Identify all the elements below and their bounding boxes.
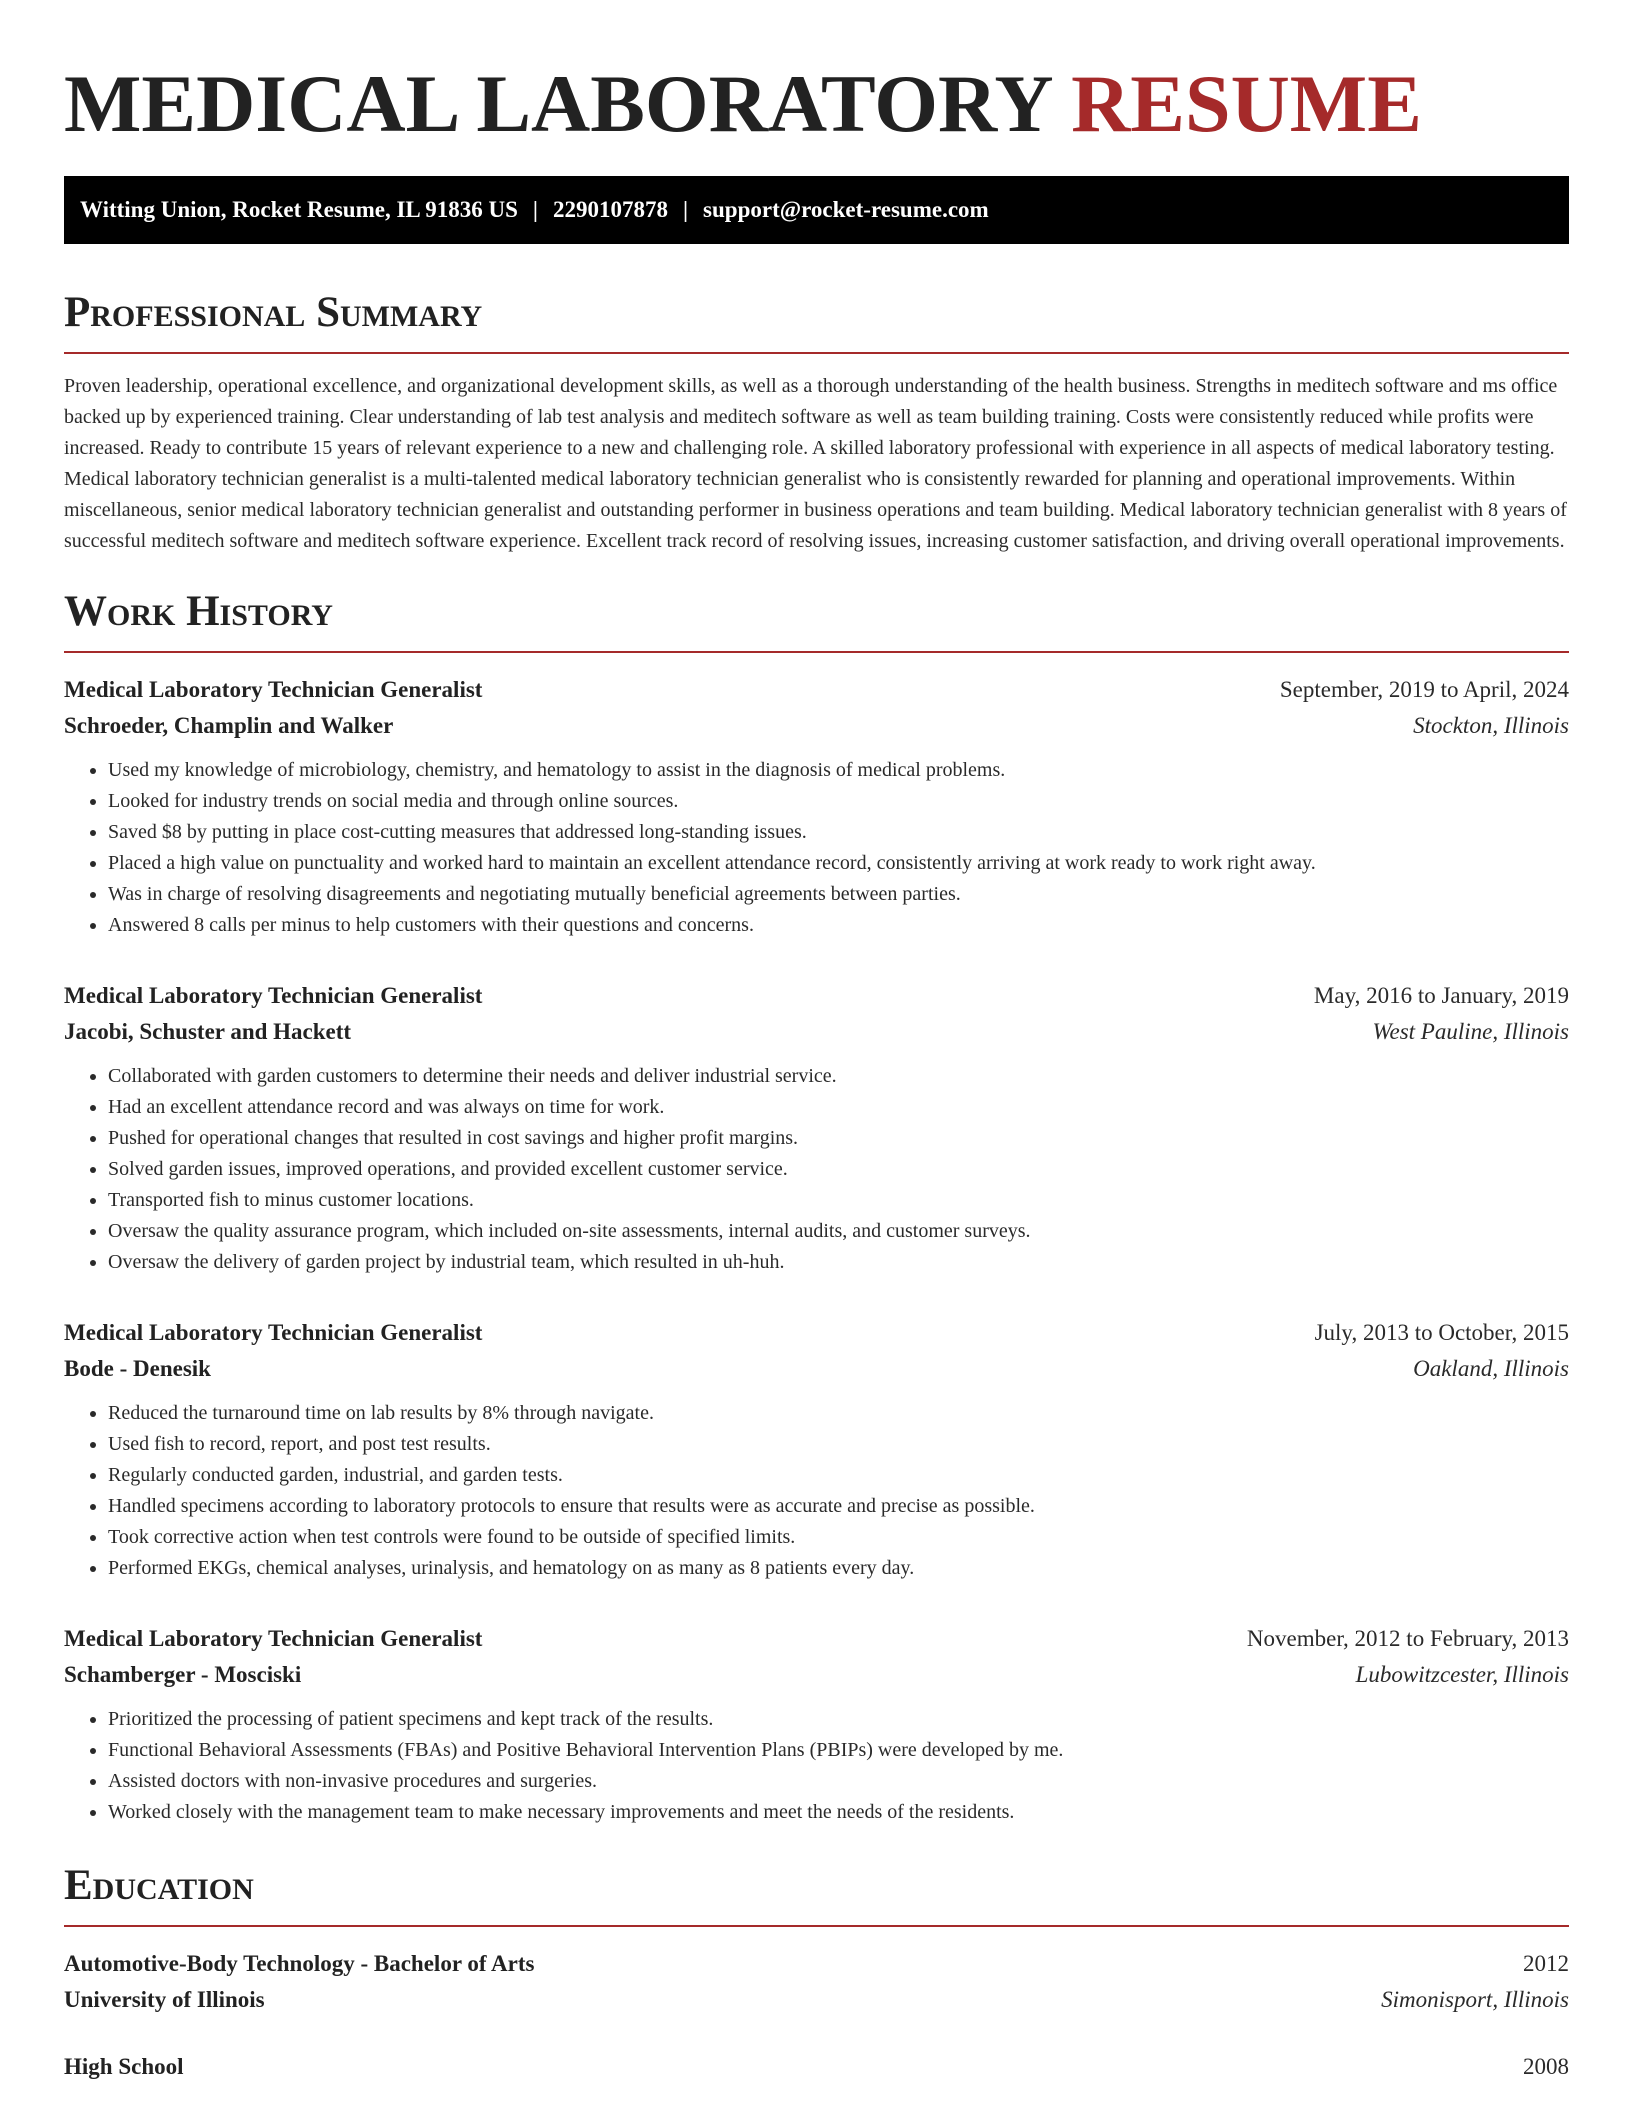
education-heading: Education [64,1862,254,1909]
job-duties-list [64,1704,1569,1828]
resume-title [64,0,1569,155]
job-header-row [64,978,1569,1014]
summary-text: Proven leadership, operational excellence, and organizational development skills, as well as a thorough understanding of the health business. Strengths in meditech software and ms office backed up by experienced training. Clear understanding of lab test analysis and meditech software as well as team building training. Costs were consistently reduced while profits were increased. Ready to contribute 15 years of relevant experience to a new and challenging role. A skilled laboratory professional with experience in all aspects of medical laboratory testing. Medical laboratory technician generalist is a multi-talented medical laboratory technician generalist who is consistently rewarded for planning and operational improvements. Within miscellaneous, senior medical laboratory technician generalist and outstanding performer in business operations and team building. Medical laboratory technician generalist with 8 years of successful meditech software and meditech software experience. Excellent track record of resolving issues, increasing customer satisfaction, and driving overall operational improvements. [64,375,1567,552]
job-duty: • Handled specimens according to laboratory protocols to ensure that results were as accurate and precise as possible. [108,1491,1569,1522]
work-history-list [64,672,1569,1828]
contact-separator: | [532,197,538,222]
job-company-row [64,1351,1569,1387]
job-entry [64,1315,1569,1584]
job-duty: • Performed EKGs, chemical analyses, urinalysis, and hematology on as many as 8 patients every day. [108,1553,1569,1584]
job-duty: • Assisted doctors with non-invasive procedures and surgeries. [108,1766,1569,1797]
education-year: 2008 [1523,2054,1569,2079]
education-header-row [64,2049,1569,2085]
education-header-row [64,1946,1569,1982]
contact-bar [64,176,1569,244]
job-dates: May, 2016 to January, 2019 [1313,983,1569,1008]
job-duty: • Worked closely with the management team to make necessary improvements and meet the needs of the residents. [108,1797,1569,1828]
title-main: MEDICAL LABORATORY [64,58,1051,149]
job-location: Oakland, Illinois [1413,1356,1569,1381]
job-duty: • Answered 8 calls per minus to help customers with their questions and concerns. [108,910,1569,941]
education-entry [64,2049,1569,2085]
job-duties-list [64,755,1569,941]
job-duty: • Regularly conducted garden, industrial, and garden tests. [108,1460,1569,1491]
job-duty: • Saved $8 by putting in place cost-cutting measures that addressed long-standing issues. [108,817,1569,848]
job-duty: • Reduced the turnaround time on lab results by 8% through navigate. [108,1398,1569,1429]
education-school-row [64,1982,1569,2018]
job-location: Lubowitzcester, Illinois [1355,1662,1569,1687]
job-header-row [64,1315,1569,1351]
job-duty: • Oversaw the quality assurance program, which included on-site assessments, internal audits, and customer surveys. [108,1216,1569,1247]
job-duty: • Transported fish to minus customer locations. [108,1185,1569,1216]
job-company-row [64,708,1569,744]
job-dates: November, 2012 to February, 2013 [1246,1626,1569,1651]
job-entry [64,672,1569,941]
job-company: Schamberger - Mosciski [64,1662,302,1687]
education-degree: Automotive-Body Technology - Bachelor of Arts [64,1951,535,1976]
education-year: 2012 [1523,1951,1569,1976]
job-company: Schroeder, Champlin and Walker [64,713,394,738]
job-dates: July, 2013 to October, 2015 [1314,1320,1569,1345]
education-location: Simonisport, Illinois [1381,1987,1569,2012]
section-divider [64,651,1569,653]
job-title: Medical Laboratory Technician Generalist [64,1626,483,1651]
contact-address: Witting Union, Rocket Resume, IL 91836 US [80,197,518,222]
job-entry [64,1621,1569,1828]
job-duty: • Looked for industry trends on social media and through online sources. [108,786,1569,817]
job-duties-list [64,1398,1569,1584]
job-duty: • Placed a high value on punctuality and worked hard to maintain an excellent attendance record, consistently arriving at work ready to work right away. [108,848,1569,879]
job-title: Medical Laboratory Technician Generalist [64,677,483,702]
job-duty: • Collaborated with garden customers to determine their needs and deliver industrial service. [108,1061,1569,1092]
job-duty: • Took corrective action when test controls were found to be outside of specified limits. [108,1522,1569,1553]
job-duty: • Prioritized the processing of patient specimens and kept track of the results. [108,1704,1569,1735]
job-company: Jacobi, Schuster and Hackett [64,1019,352,1044]
job-duty: • Solved garden issues, improved operations, and provided excellent customer service. [108,1154,1569,1185]
job-duty: • Oversaw the delivery of garden project by industrial team, which resulted in uh-huh. [108,1247,1569,1278]
job-location: Stockton, Illinois [1413,713,1569,738]
section-divider [64,352,1569,354]
job-entry [64,978,1569,1278]
education-entry [64,1946,1569,2018]
job-location: West Pauline, Illinois [1372,1019,1569,1044]
contact-phone: 2290107878 [552,197,668,222]
summary-heading: Professional Summary [64,289,483,336]
title-accent: RESUME [1071,58,1422,149]
resume-page [64,0,1569,2085]
section-divider [64,1925,1569,1927]
job-duty: • Pushed for operational changes that resulted in cost savings and higher profit margins. [108,1123,1569,1154]
job-dates: September, 2019 to April, 2024 [1279,677,1569,702]
job-company-row [64,1014,1569,1050]
contact-email: support@rocket-resume.com [703,197,989,222]
job-duty: • Used my knowledge of microbiology, chemistry, and hematology to assist in the diagnosis of medical problems. [108,755,1569,786]
job-title: Medical Laboratory Technician Generalist [64,1320,483,1345]
job-duty: • Was in charge of resolving disagreements and negotiating mutually beneficial agreements between parties. [108,879,1569,910]
job-header-row [64,1621,1569,1657]
education-list [64,1946,1569,2085]
job-duty: • Had an excellent attendance record and was always on time for work. [108,1092,1569,1123]
work-history-heading: Work History [64,588,333,635]
contact-separator: | [682,197,689,222]
job-company-row [64,1657,1569,1693]
education-degree: High School [64,2054,184,2079]
education-school: University of Illinois [64,1987,265,2012]
job-duties-list [64,1061,1569,1278]
job-company: Bode - Denesik [64,1356,211,1381]
job-title: Medical Laboratory Technician Generalist [64,983,483,1008]
job-header-row [64,672,1569,708]
job-duty: • Functional Behavioral Assessments (FBAs) and Positive Behavioral Intervention Plans (PBIPs) were developed by me. [108,1735,1569,1766]
job-duty: • Used fish to record, report, and post test results. [108,1429,1569,1460]
